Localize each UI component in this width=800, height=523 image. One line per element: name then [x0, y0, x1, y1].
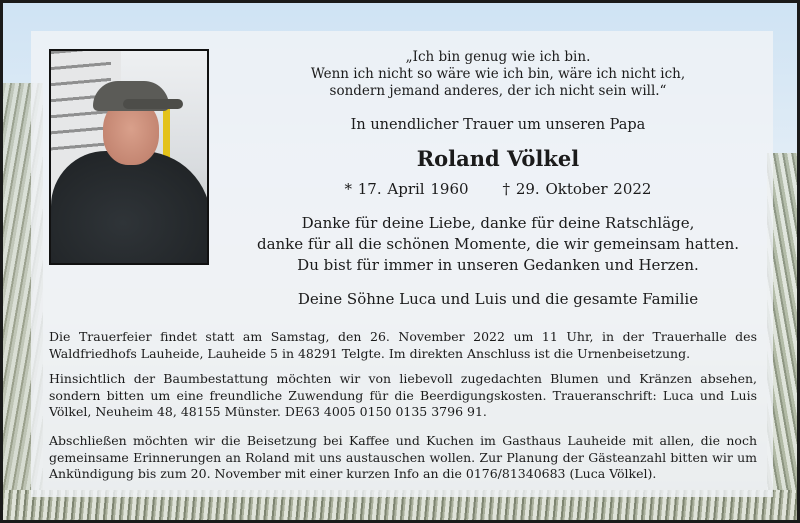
reception-paragraph: Abschließen möchten wir die Beisetzung bei Kaffee und Kuchen im Gasthaus Lauheide mit allen, die noch gemeinsame Erinnerungen an Roland mit uns austauschen wollen. Zur Planung der Gästeanzahl bitten wir um Ankündigung bis zum 20. November mit einer kurzen Info an die 0176/81340683 (Luca Völkel).	[49, 433, 757, 481]
birth-date: * 17. April 1960	[344, 180, 469, 198]
thanks-line-3: Du bist für immer in unseren Gedanken und Herzen.	[297, 256, 699, 274]
mourning-line: In unendlicher Trauer um unseren Papa	[350, 117, 646, 133]
ceremony-paragraph: Die Trauerfeier findet statt am Samstag, den 26. November 2022 um 11 Uhr, in der Trauerhalle des Waldfriedhofs Lauheide, Lauheide 5 in 48291 Telgte. Im direkten Anschluss ist die Urnenbeisetzung.	[49, 329, 757, 361]
quote-line-3: sondern jemand anderes, der ich nicht sein will.“	[329, 83, 667, 99]
deceased-name: Roland Völkel	[416, 146, 580, 171]
thanks-line-1: Danke für deine Liebe, danke für deine Ratschläge,	[301, 214, 695, 232]
thanks-line-2: danke für all die schönen Momente, die wir gemeinsam hatten.	[256, 235, 740, 253]
life-dates	[213, 180, 783, 198]
quote	[213, 49, 783, 100]
quote-line-2: Wenn ich nicht so wäre wie ich bin, wäre ich nicht ich,	[310, 66, 686, 82]
death-date: † 29. Oktober 2022	[502, 180, 652, 198]
portrait-photo	[49, 49, 209, 265]
thanks-text	[213, 213, 783, 276]
quote-line-1: „Ich bin genug wie ich bin.	[405, 49, 591, 65]
donation-paragraph: Hinsichtlich der Baumbestattung möchten wir von liebevoll zugedachten Blumen und Kränzen absehen, sondern bitten um eine freundliche Zuwendung für die Beerdigungskosten. Traueranschrift: Luca und Luis Völkel, Neuheim 48, 48155 Münster. DE63 4005 0150 0135 3796 91.	[49, 371, 757, 419]
family-signature: Deine Söhne Luca und Luis und die gesamte Familie	[297, 290, 699, 308]
